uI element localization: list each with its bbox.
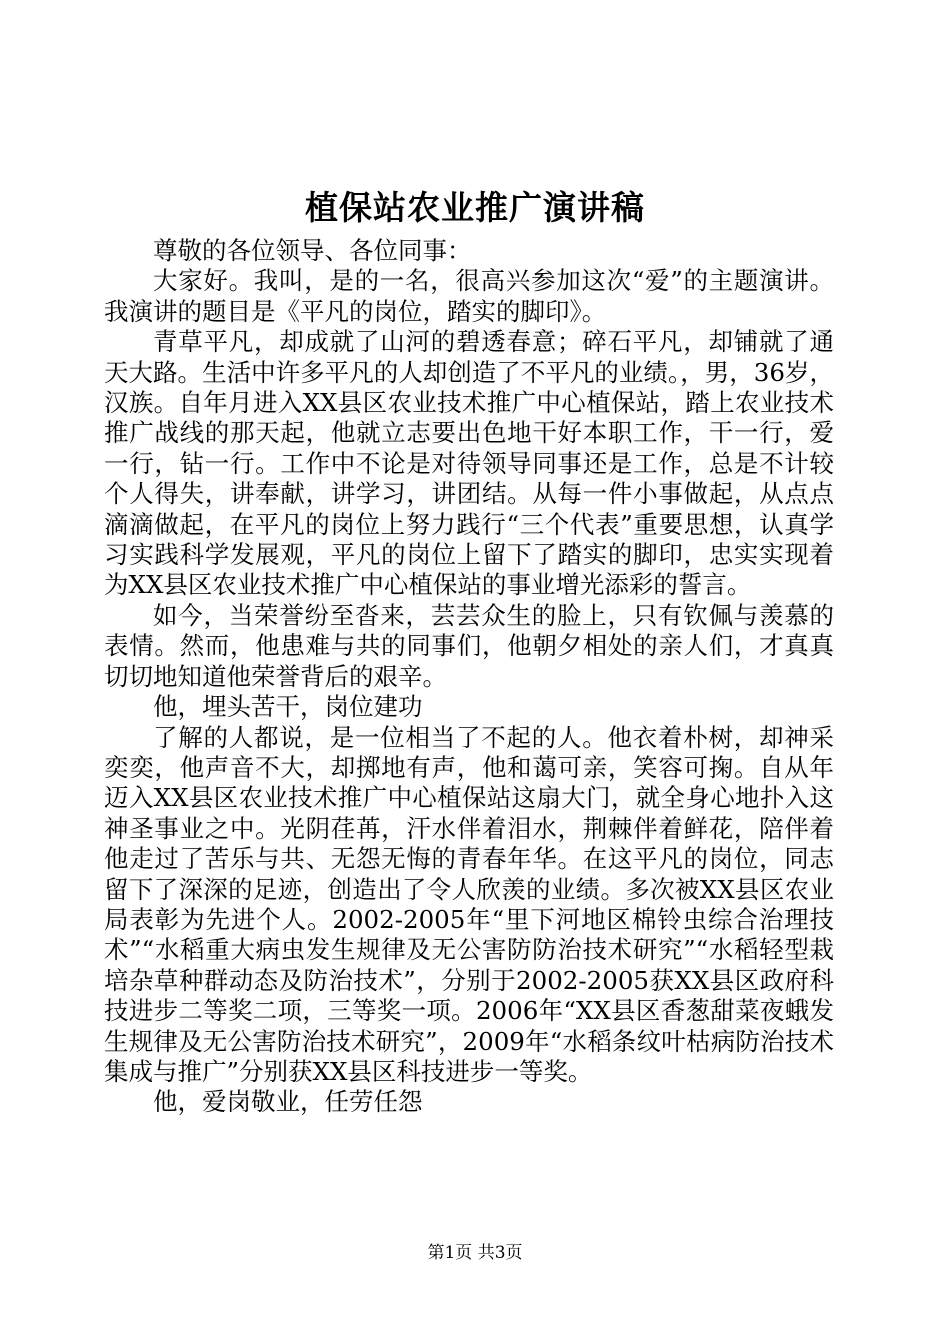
document-title: 植保站农业推广演讲稿 [305, 188, 645, 227]
paragraph-salutation: 尊敬的各位领导、各位同事： [153, 236, 472, 265]
section-heading-dedication: 他，爱岗敬业，任劳任怨 [153, 1087, 423, 1117]
section-heading-hard-work: 他，埋头苦干，岗位建功 [153, 692, 423, 722]
paragraph-honors: 如今，当荣誉纷至沓来，芸芸众生的脸上，只有钦佩与羡慕的表情。然而，他患难与共的同事们，他朝夕相处的亲人们，才真真切切地知道他荣誉背后的艰辛。 [104, 600, 834, 691]
document-body [104, 236, 834, 1118]
page-number-footer: 第1页 共3页 [427, 1243, 523, 1263]
paragraph-introduction: 青草平凡，却成就了山河的碧透春意；碎石平凡，却铺就了通天大路。生活中许多平凡的人却创造了不平凡的业绩。，男，36岁，汉族。自年月进入XX县区农业技术推广中心植保站，踏上农业技术推广战线的那天起，他就立志要出色地干好本职工作，干一行，爱一行，钻一行。工作中不论是对待领导同事还是工作，总是不计较个人得失，讲奉献，讲学习，讲团结。从每一件小事做起，从点点滴滴做起，在平凡的岗位上努力践行“三个代表”重要思想，认真学习实践科学发展观，平凡的岗位上留下了踏实的脚印，忠实实现着为XX县区农业技术推广中心植保站的事业增光添彩的誓言。 [104, 327, 834, 600]
paragraph-achievements: 了解的人都说，是一位相当了不起的人。他衣着朴树，却神采奕奕，他声音不大，却掷地有声，他和蔼可亲，笑容可掬。自从年迈入XX县区农业技术推广中心植保站这扇大门，就全身心地扑入这神圣事业之中。光阴荏苒，汗水伴着泪水，荆棘伴着鲜花，陪伴着他走过了苦乐与共、无怨无悔的青春年华。在这平凡的岗位，同志留下了深深的足迹，创造出了令人欣羡的业绩。多次被XX县区农业局表彰为先进个人。2002-2005年“里下河地区棉铃虫综合治理技术”“水稻重大病虫发生规律及无公害防防治技术研究”“水稻轻型栽培杂草种群动态及防治技术”，分别于2002-2005获XX县区政府科技进步二等奖二项，三等奖一项。2006年“XX县区香葱甜菜夜蛾发生规律及无公害防治技术研究”，2009年“水稻条纹叶枯病防治技术集成与推广”分别获XX县区科技进步一等奖。 [104, 722, 834, 1086]
paragraph-greeting: 大家好。我叫，是的一名，很高兴参加这次“爱”的主题演讲。我演讲的题目是《平凡的岗位，踏实的脚印》。 [104, 266, 834, 326]
